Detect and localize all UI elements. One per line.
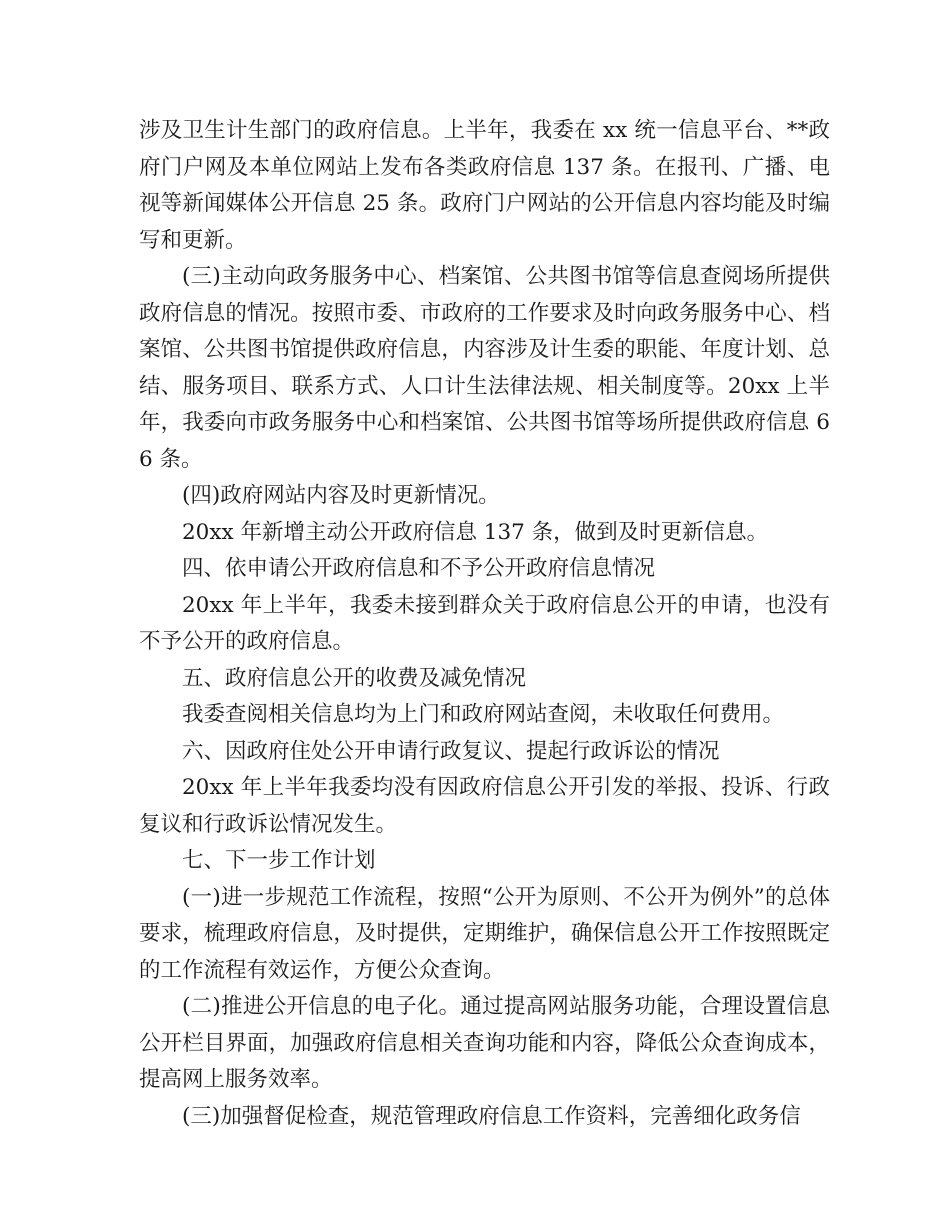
paragraph-no-applications: 20xx 年上半年，我委未接到群众关于政府信息公开的申请，也没有不予公开的政府信息。 — [139, 592, 830, 654]
heading-next-steps: 七、下一步工作计划 — [182, 848, 376, 873]
paragraph-section-3-info-venues: (三)主动向政务服务中心、档案馆、公共图书馆等信息查阅场所提供政府信息的情况。按照市委、市政府的工作要求及时向政务服务中心、档案馆、公共图书馆提供政府信息，内容涉及计生委的职能、年度计划、总结、服务项目、联系方式、人口计生法律法规、相关制度等。20xx 上半年，我委向市政务服务中心和档案馆、公共图书馆等场所提供政府信息 66 条。 — [139, 264, 830, 472]
paragraph-section-4-heading: (四)政府网站内容及时更新情况。 — [182, 483, 500, 508]
heading-reviews-lawsuits: 六、因政府住处公开申请行政复议、提起行政诉讼的情况 — [182, 738, 720, 764]
paragraph-plan-3: (三)加强督促检查，规范管理政府信息工作资料，完善细化政务信 — [182, 1103, 801, 1129]
paragraph-plan-2: (二)推进公开信息的电子化。通过提高网站服务功能，合理设置信息公开栏目界面，加强政府信息相关查询功能和内容，降低公众查询成本，提高网上服务效率。 — [139, 994, 830, 1092]
heading-application-disclosure: 四、依申请公开政府信息和不予公开政府信息情况 — [182, 556, 656, 581]
heading-fees: 五、政府信息公开的收费及减免情况 — [182, 665, 527, 691]
paragraph-no-fees: 我委查阅相关信息均为上门和政府网站查阅，未收取任何费用。 — [182, 702, 785, 727]
paragraph-website-updates: 20xx 年新增主动公开政府信息 137 条，做到及时更新信息。 — [182, 519, 769, 545]
paragraph-continuation: 涉及卫生计生部门的政府信息。上半年，我委在 xx 统一信息平台、**政府门户网及本单位网站上发布各类政府信息 137 条。在报刊、广播、电视等新闻媒体公开信息 25 条。政府门户网站的公开信息内容均能及时编写和更新。 — [139, 118, 830, 253]
paragraph-no-reviews: 20xx 年上半年我委均没有因政府信息公开引发的举报、投诉、行政复议和行政诉讼情况发生。 — [139, 775, 830, 837]
paragraph-plan-1: (一)进一步规范工作流程，按照“公开为原则、不公开为例外”的总体要求，梳理政府信息，及时提供，定期维护，确保信息公开工作按照既定的工作流程有效运作，方便公众查询。 — [139, 884, 830, 983]
